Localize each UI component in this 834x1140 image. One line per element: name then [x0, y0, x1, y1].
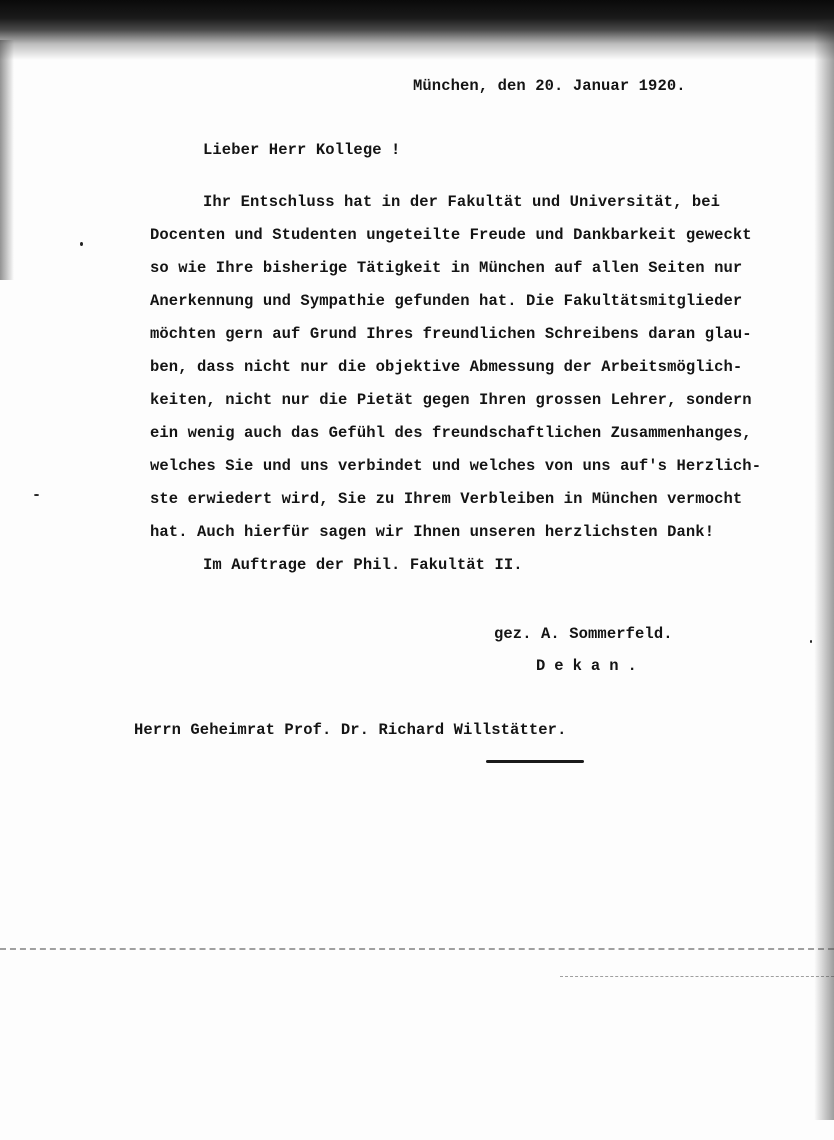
scan-edge-top — [0, 0, 834, 60]
scan-edge-right — [812, 20, 834, 1120]
signature-name: gez. A. Sommerfeld. — [494, 625, 673, 643]
scan-speck — [810, 640, 812, 643]
date-line: München, den 20. Januar 1920. — [413, 77, 686, 95]
body-line: hat. Auch hierfür sagen wir Ihnen unseren herzlichsten Dank! — [150, 523, 715, 541]
body-line: ben, dass nicht nur die objektive Abmessung der Arbeitsmöglich- — [150, 358, 743, 376]
scan-speck — [34, 494, 39, 496]
body-line: so wie Ihre bisherige Tätigkeit in München auf allen Seiten nur — [150, 259, 743, 277]
body-line: Docenten und Studenten ungeteilte Freude und Dankbarkeit geweckt — [150, 226, 752, 244]
scan-speck — [80, 242, 83, 246]
salutation: Lieber Herr Kollege ! — [203, 141, 401, 159]
signature-title: Dekan. — [536, 657, 646, 675]
fold-line — [0, 948, 834, 950]
body-line: ste erwiedert wird, Sie zu Ihrem Verbleiben in München vermocht — [150, 490, 743, 508]
fold-line — [560, 976, 834, 977]
body-line: Im Auftrage der Phil. Fakultät II. — [203, 556, 523, 574]
scan-edge-left — [0, 40, 14, 280]
body-line: Anerkennung und Sympathie gefunden hat. Die Fakultätsmitglieder — [150, 292, 743, 310]
body-line: welches Sie und uns verbindet und welches von uns auf's Herzlich- — [150, 457, 762, 475]
underline-mark — [486, 760, 584, 763]
body-line: möchten gern auf Grund Ihres freundlichen Schreibens daran glau- — [150, 325, 752, 343]
addressee: Herrn Geheimrat Prof. Dr. Richard Willstätter. — [134, 721, 567, 739]
body-line: Ihr Entschluss hat in der Fakultät und Universität, bei — [203, 193, 721, 211]
body-line: ein wenig auch das Gefühl des freundschaftlichen Zusammenhanges, — [150, 424, 752, 442]
body-line: keiten, nicht nur die Pietät gegen Ihren grossen Lehrer, sondern — [150, 391, 752, 409]
